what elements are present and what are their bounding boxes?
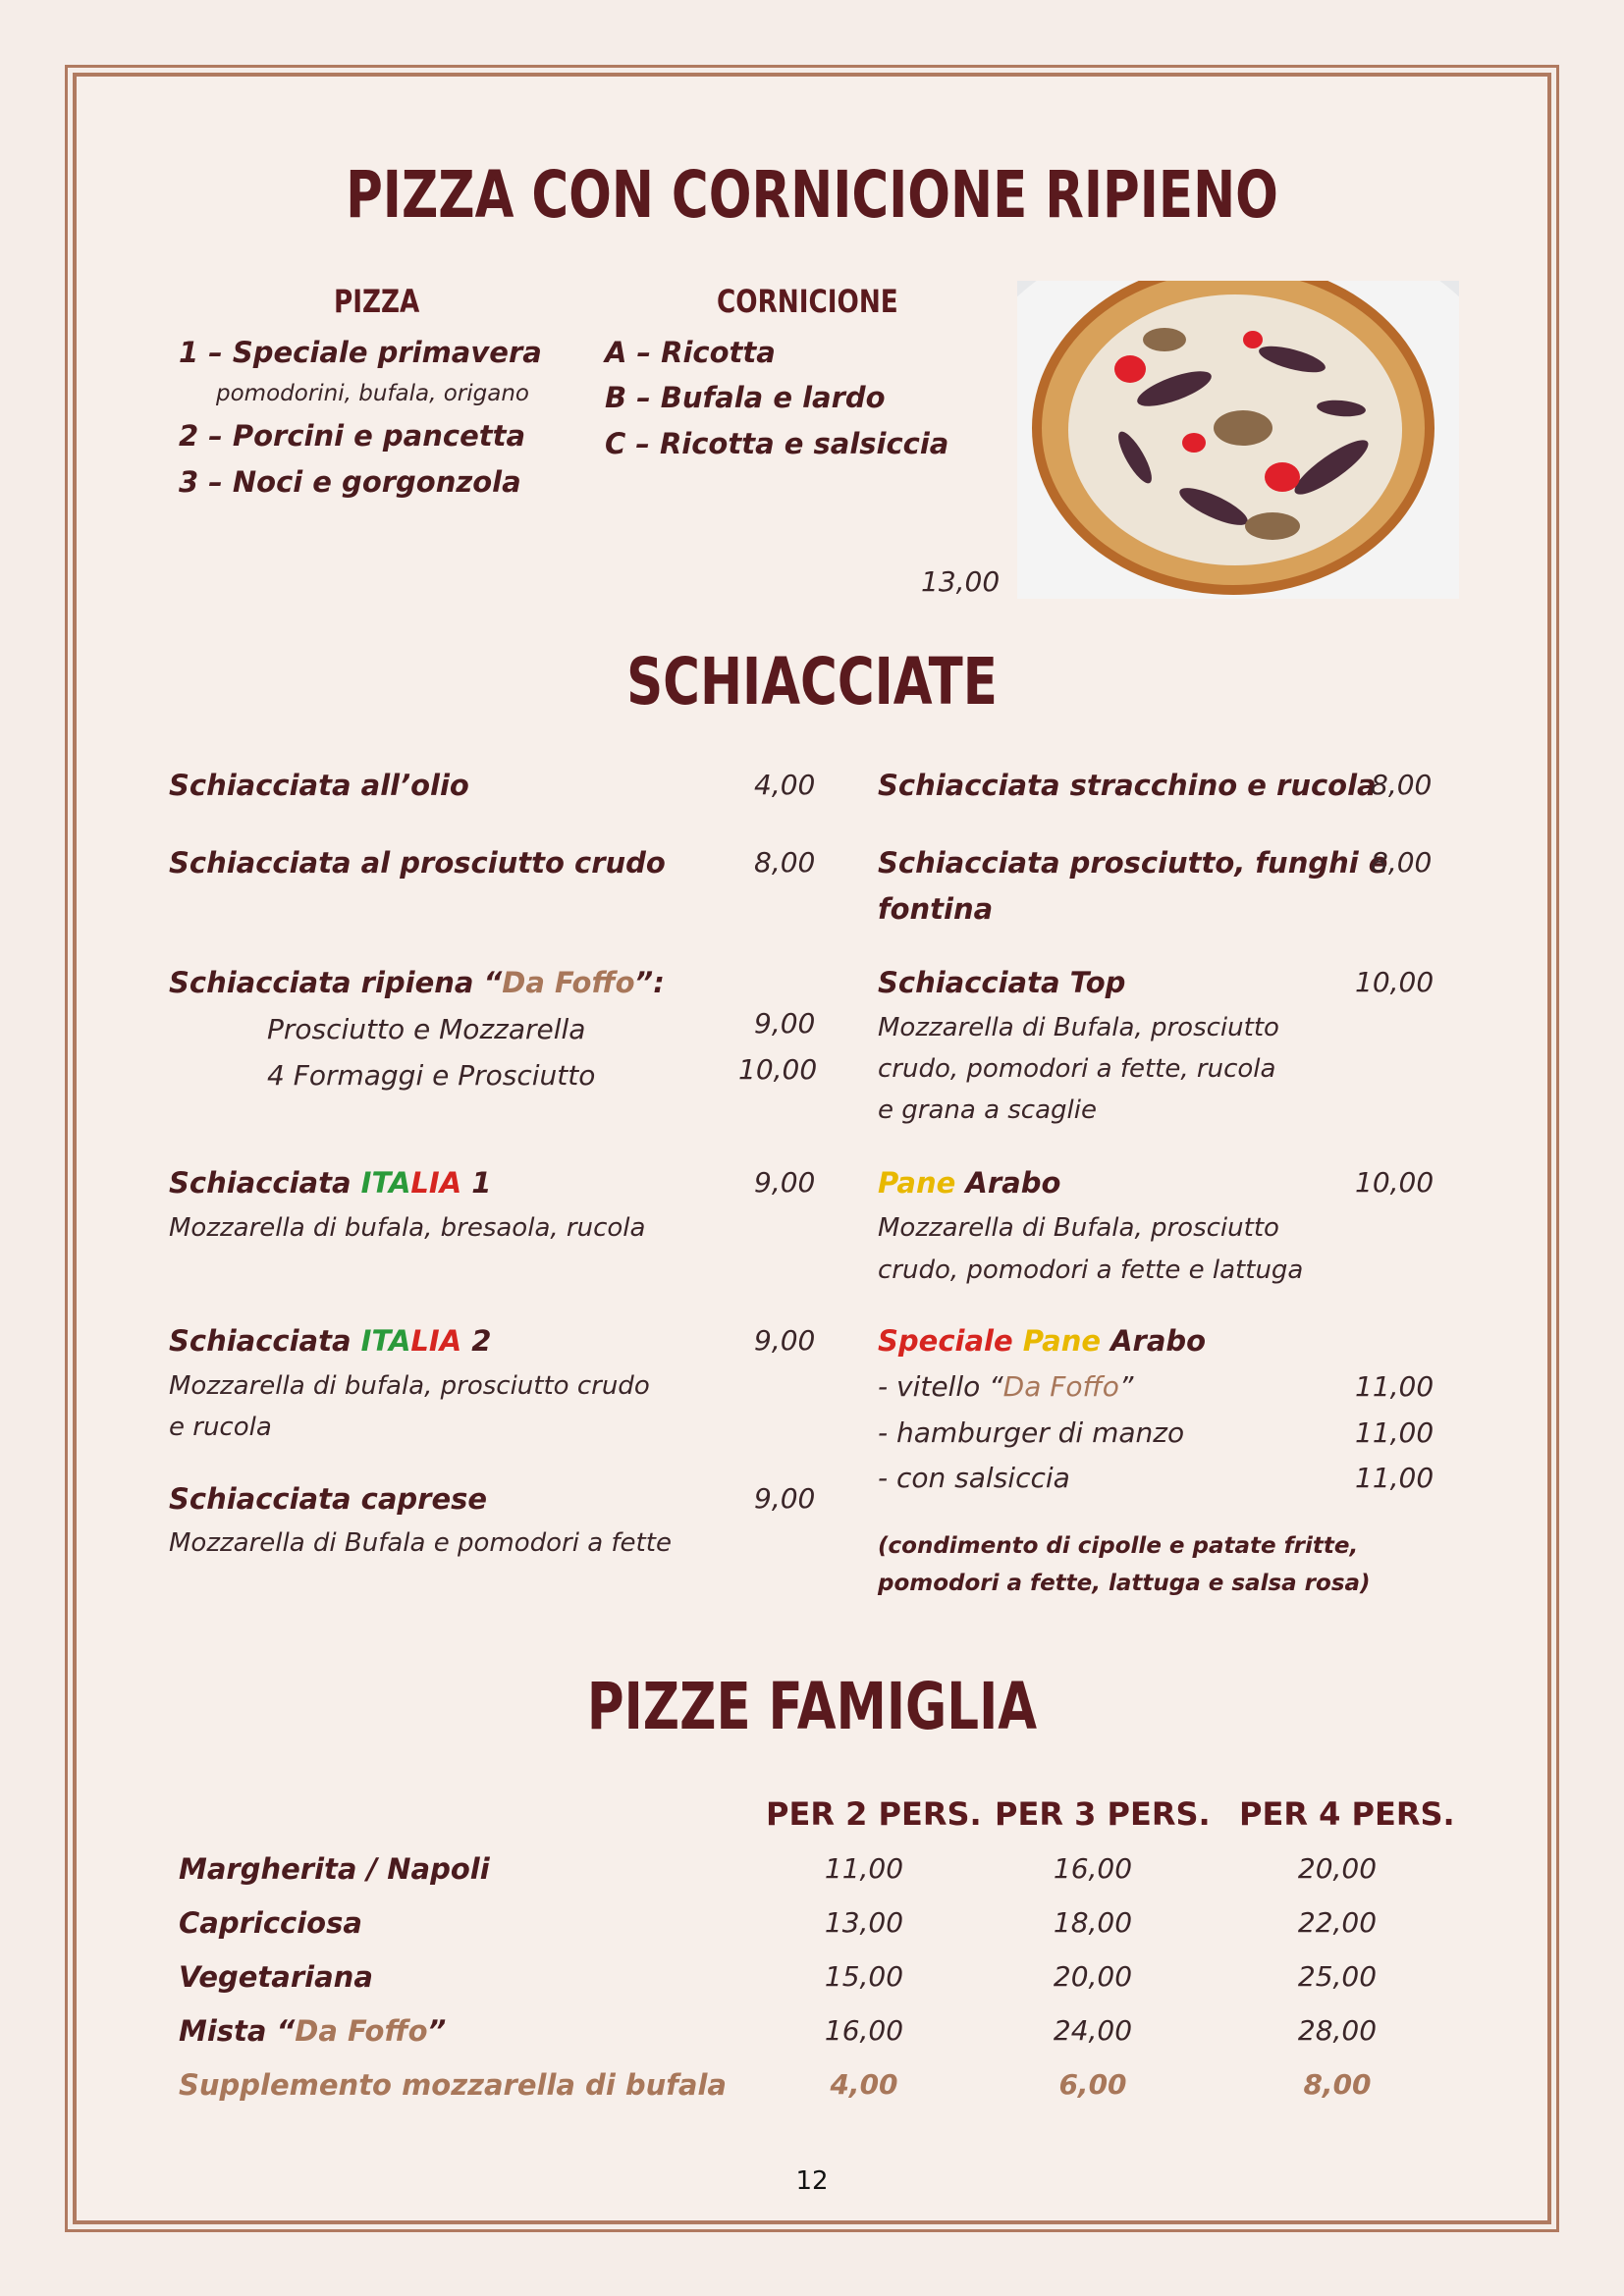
speciale-option-vitello-price: 11,00 (1355, 1370, 1435, 1403)
famiglia-row-price-4: 22,00 (1297, 1906, 1378, 1939)
famiglia-mista-name: Mista “Da Foffo” (179, 2014, 447, 2048)
pizza-option-2: 2 – Porcini e pancetta (179, 419, 526, 453)
cornicione-option-b: B – Bufala e lardo (605, 381, 886, 414)
column-header-4-pers: PER 4 PERS. (1239, 1795, 1455, 1833)
pane-arabo-description-line1: Mozzarella di Bufala, prosciutto (878, 1213, 1279, 1243)
famiglia-mista-price-3: 24,00 (1053, 2014, 1133, 2047)
ripiena-option-1: Prosciutto e Mozzarella (267, 1013, 586, 1045)
schiacciata-top-price: 10,00 (1355, 966, 1435, 998)
section-title-cornicione: PIZZA CON CORNICIONE RIPIENO (346, 157, 1278, 233)
speciale-option-vitello: - vitello “Da Foffo” (878, 1370, 1134, 1403)
schiacciata-top-description-line2: crudo, pomodori a fette, rucola (878, 1054, 1276, 1084)
famiglia-mista-price-4: 28,00 (1297, 2014, 1378, 2047)
schiacciata-funghi-name-line1: Schiacciata prosciutto, funghi e (878, 846, 1388, 880)
schiacciata-caprese-name: Schiacciata caprese (169, 1482, 488, 1516)
speciale-note-line2: pomodori a fette, lattuga e salsa rosa) (878, 1571, 1371, 1596)
famiglia-row-price-2: 15,00 (824, 1960, 904, 1993)
speciale-option-salsiccia-price: 11,00 (1355, 1462, 1435, 1494)
schiacciata-italia-2-name: Schiacciata ITALIA 2 (169, 1324, 492, 1358)
page-number: 12 (795, 2166, 829, 2196)
famiglia-row-price-2: 13,00 (824, 1906, 904, 1939)
schiacciata-stracchino-price: 8,00 (1371, 769, 1433, 801)
cornicione-price: 13,00 (921, 565, 1001, 598)
schiacciata-top-name: Schiacciata Top (878, 966, 1126, 999)
famiglia-row-name: Vegetariana (179, 1960, 373, 1994)
section-title-schiacciate: SCHIACCIATE (626, 644, 998, 720)
cornicione-column-header: CORNICIONE (717, 283, 898, 320)
pizza-option-3: 3 – Noci e gorgonzola (179, 465, 521, 499)
schiacciata-crudo-name: Schiacciata al prosciutto crudo (169, 846, 666, 880)
speciale-pane-arabo-name: Speciale Pane Arabo (878, 1324, 1207, 1358)
pizza-photo (1017, 281, 1459, 599)
supplemento-price-3: 6,00 (1058, 2068, 1127, 2101)
famiglia-row-price-2: 11,00 (824, 1852, 904, 1885)
ripiena-option-1-price: 9,00 (754, 1007, 816, 1040)
ripiena-option-2: 4 Formaggi e Prosciutto (267, 1059, 596, 1092)
schiacciata-funghi-price: 8,00 (1371, 846, 1433, 879)
pane-arabo-name: Pane Arabo (878, 1166, 1061, 1200)
schiacciata-stracchino-name: Schiacciata stracchino e rucola (878, 769, 1377, 802)
famiglia-row-name: Capricciosa (179, 1906, 362, 1940)
pizza-option-1: 1 – Speciale primavera (179, 336, 542, 369)
pizza-column-header: PIZZA (334, 283, 420, 320)
ripiena-option-2-price: 10,00 (738, 1053, 818, 1086)
cornicione-option-a: A – Ricotta (605, 336, 776, 369)
supplemento-price-4: 8,00 (1303, 2068, 1372, 2101)
schiacciata-italia-1-price: 9,00 (754, 1166, 816, 1199)
schiacciata-ripiena-name: Schiacciata ripiena “Da Foffo”: (169, 966, 665, 999)
famiglia-row-price-4: 20,00 (1297, 1852, 1378, 1885)
famiglia-row-price-4: 25,00 (1297, 1960, 1378, 1993)
famiglia-mista-price-2: 16,00 (824, 2014, 904, 2047)
pane-arabo-price: 10,00 (1355, 1166, 1435, 1199)
famiglia-row-price-3: 16,00 (1053, 1852, 1133, 1885)
schiacciata-italia-1-description: Mozzarella di bufala, bresaola, rucola (169, 1213, 646, 1243)
famiglia-row-price-3: 20,00 (1053, 1960, 1133, 1993)
supplemento-name: Supplemento mozzarella di bufala (179, 2068, 727, 2102)
speciale-option-salsiccia: - con salsiccia (878, 1462, 1070, 1494)
famiglia-row-price-3: 18,00 (1053, 1906, 1133, 1939)
schiacciata-top-description-line3: e grana a scaglie (878, 1095, 1097, 1125)
column-header-2-pers: PER 2 PERS. (766, 1795, 982, 1833)
section-title-pizze-famiglia: PIZZE FAMIGLIA (586, 1669, 1038, 1744)
schiacciata-italia-2-price: 9,00 (754, 1324, 816, 1357)
schiacciata-top-description-line1: Mozzarella di Bufala, prosciutto (878, 1013, 1279, 1042)
supplemento-price-2: 4,00 (830, 2068, 898, 2101)
famiglia-row-name: Margherita / Napoli (179, 1852, 490, 1886)
speciale-option-hamburger-price: 11,00 (1355, 1416, 1435, 1449)
pizza-option-1-description: pomodorini, bufala, origano (216, 381, 529, 406)
schiacciata-italia-1-name: Schiacciata ITALIA 1 (169, 1166, 492, 1200)
schiacciata-caprese-price: 9,00 (754, 1482, 816, 1515)
cornicione-option-c: C – Ricotta e salsiccia (605, 427, 949, 460)
schiacciata-italia-2-description-line1: Mozzarella di bufala, prosciutto crudo (169, 1371, 650, 1401)
schiacciata-caprese-description: Mozzarella di Bufala e pomodori a fette (169, 1528, 672, 1558)
schiacciata-olio-name: Schiacciata all’olio (169, 769, 469, 802)
schiacciata-italia-2-description-line2: e rucola (169, 1413, 272, 1442)
schiacciata-crudo-price: 8,00 (754, 846, 816, 879)
speciale-note-line1: (condimento di cipolle e patate fritte, (878, 1533, 1359, 1559)
schiacciata-funghi-name-line2: fontina (878, 892, 994, 926)
speciale-option-hamburger: - hamburger di manzo (878, 1416, 1185, 1449)
pane-arabo-description-line2: crudo, pomodori a fette e lattuga (878, 1255, 1304, 1285)
column-header-3-pers: PER 3 PERS. (995, 1795, 1211, 1833)
schiacciata-olio-price: 4,00 (754, 769, 816, 801)
